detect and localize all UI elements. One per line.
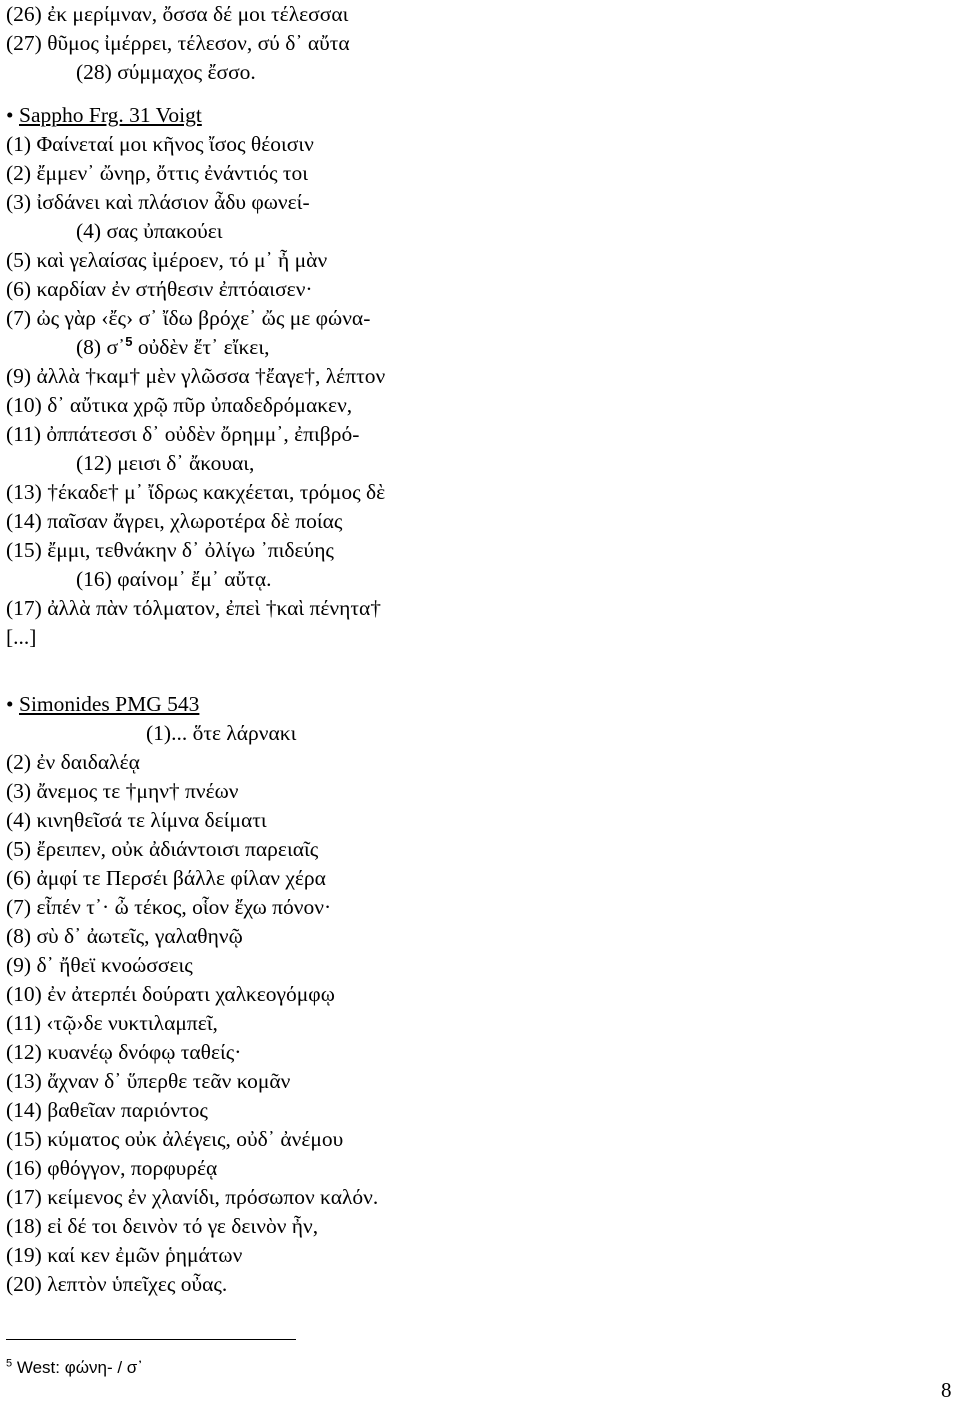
footnote-reference[interactable]: 5 [125, 333, 133, 349]
section-heading-sappho [6, 103, 202, 127]
verse-line: (17) ἀλλὰ πὰν τόλματον, ἐπεὶ †καὶ πένητα† [6, 596, 382, 620]
verse-line: (2) ἐν δαιδαλέᾳ [6, 750, 140, 774]
footnote-number: 5 [6, 1357, 13, 1370]
verse-line: (20) λεπτὸν ὑπεῖχες οὖας. [6, 1272, 228, 1296]
verse-line: [...] [6, 625, 37, 649]
verse-line: (16) φαίνομ᾽ ἔμ᾽ αὔτᾳ. [76, 567, 272, 591]
verse-line: (28) σύμμαχος ἔσσο. [76, 60, 256, 84]
verse-line: (11) ὀππάτεσσι δ᾽ οὐδὲν ὄρημμ᾽, ἐπιβρό- [6, 422, 360, 446]
verse-line: (5) καὶ γελαίσας ἰμέροεν, τό μ᾽ ἦ μὰν [6, 248, 328, 272]
verse-line: (4) σας ὐπακούει [76, 219, 223, 243]
verse-line: (7) εἶπέν τ᾽· ὦ τέκος, οἷον ἔχω πόνον· [6, 895, 332, 919]
verse-line: (4) κινηθεῖσά τε λίμνα δείματι [6, 808, 267, 832]
verse-line: (18) εἰ δέ τοι δεινὸν τό γε δεινὸν ἦν, [6, 1214, 319, 1238]
footnote-separator [6, 1339, 296, 1340]
verse-line: (8) σὺ δ᾽ ἀωτεῖς, γαλαθηνῷ [6, 924, 243, 948]
verse-line: (16) φθόγγον, πορφυρέᾳ [6, 1156, 218, 1180]
verse-line: (11) ‹τῷ›δε νυκτιλαμπεῖ, [6, 1011, 218, 1035]
verse-line: (27) θῦμος ἰμέρρει, τέλεσον, σύ δ᾽ αὔτα [6, 31, 350, 55]
verse-line: (14) βαθεῖαν παριόντος [6, 1098, 208, 1122]
verse-line-rest: οὐδὲν ἔτ᾽ εἴκει, [137, 335, 270, 359]
verse-line: (3) ἄνεμος τε †μην† πνέων [6, 779, 239, 803]
verse-line: (12) κυανέῳ δνόφῳ ταθείς· [6, 1040, 242, 1064]
verse-line: (5) ἔρειπεν, οὐκ ἀδιάντοισι παρειαῖς [6, 837, 319, 861]
verse-line: (10) ἐν ἀτερπέι δούρατι χαλκεογόμφῳ [6, 982, 335, 1006]
section-title: Sappho Frg. 31 Voigt [19, 103, 202, 127]
verse-line: (10) δ᾽ αὔτικα χρῷ πῦρ ὐπαδεδρόμακεν, [6, 393, 353, 417]
bullet-icon: • [6, 103, 14, 127]
section-title: Simonides PMG 543 [19, 692, 200, 716]
verse-line: (6) καρδίαν ἐν στήθεσιν ἐπτόαισεν· [6, 277, 313, 301]
verse-line: (2) ἔμμεν᾽ ὤνηρ, ὄττις ἐνάντιός τοι [6, 161, 309, 185]
verse-line: (12) μεισι δ᾽ ἄκουαι, [76, 451, 255, 475]
page-number: 8 [941, 1378, 952, 1402]
verse-line: (14) παῖσαν ἄγρει, χλωροτέρα δὲ ποίας [6, 509, 343, 533]
verse-line: (13) ἄχναν δ᾽ ὕπερθε τεᾶν κομᾶν [6, 1069, 291, 1093]
verse-line: (9) δ᾽ ἤθεϊ κνοώσσεις [6, 953, 193, 977]
bullet-icon: • [6, 692, 14, 716]
verse-line: (9) ἀλλὰ †καμ† μὲν γλῶσσα †ἔαγε†, λέπτον [6, 364, 386, 388]
footnote [6, 1357, 143, 1379]
verse-line: (13) †έκαδε† μ᾽ ἴδρως κακχέεται, τρόμος δὲ [6, 480, 386, 504]
verse-line: (1) Φαίνεταί μοι κῆνος ἴσος θέοισιν [6, 132, 314, 156]
verse-line [76, 335, 270, 359]
verse-line: (15) κύματος οὐκ ἀλέγεις, οὐδ᾽ ἀνέμου [6, 1127, 344, 1151]
verse-line: (1)... ὅτε λάρνακι [146, 721, 297, 745]
section-heading-simonides [6, 692, 199, 716]
footnote-text: West: φώνη- / σ᾽ [16, 1358, 143, 1377]
verse-line: (26) ἐκ μερίμναν, ὄσσα δέ μοι τέλεσσαι [6, 2, 349, 26]
verse-line-start: (8) σ᾽ [76, 335, 126, 359]
verse-line: (6) ἀμφί τε Περσέι βάλλε φίλαν χέρα [6, 866, 326, 890]
verse-line: (15) ἔμμι, τεθνάκην δ᾽ ὀλίγω ᾽πιδεύης [6, 538, 334, 562]
verse-line: (3) ἰσδάνει καὶ πλάσιον ἆδυ φωνεί- [6, 190, 310, 214]
verse-line: (19) καί κεν ἐμῶν ῥημάτων [6, 1243, 243, 1267]
verse-line: (17) κείμενος ἐν χλανίδι, πρόσωπον καλόν. [6, 1185, 379, 1209]
verse-line: (7) ὠς γὰρ ‹ἔς› σ᾽ ἴδω βρόχε᾽ ὤς με φώνα- [6, 306, 371, 330]
